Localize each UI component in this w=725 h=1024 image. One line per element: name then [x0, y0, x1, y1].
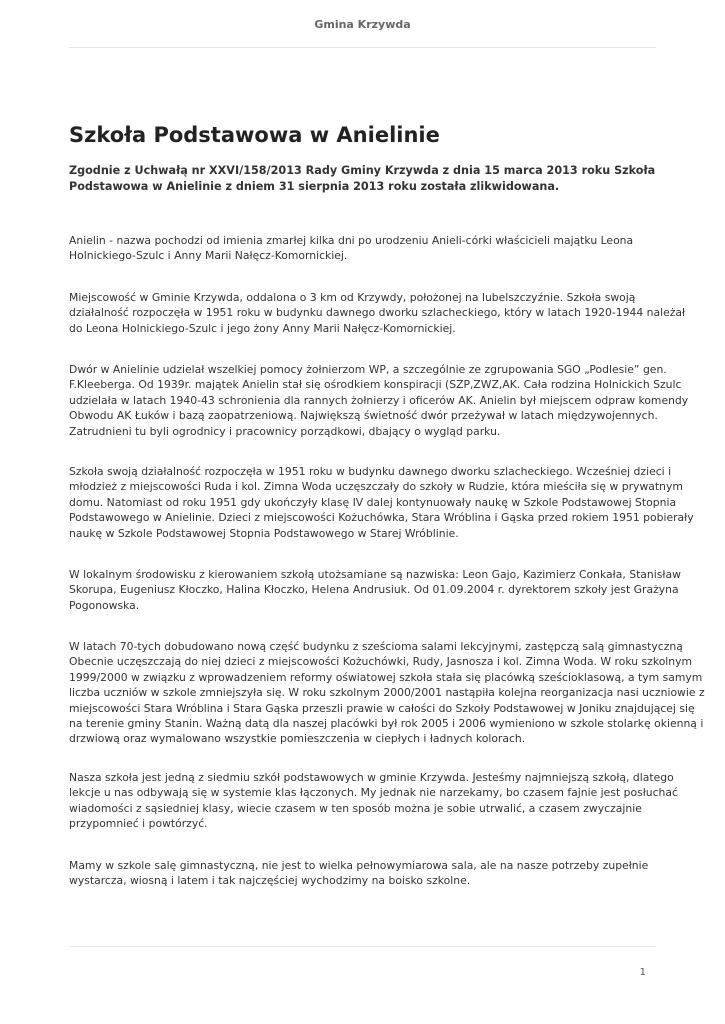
text-line: miejscowości Stara Wróblina i Stara Gąska przeszli prawie w całości do Szkoły Podstawowej w Joniku znajdującej się — [69, 701, 695, 715]
text-line: Holnickiego-Szulc i Anny Marii Nałęcz-Komornickiej. — [69, 249, 348, 263]
site-header — [69, 0, 656, 48]
text-line: działalność rozpoczęła w 1951 roku w budynku dawnego dworku szlacheckiego, który w latach 1920-1944 należał — [69, 306, 686, 320]
text-line: wiadomości z sąsiedniej klasy, wiecie czasem w ten sposób można je sobie utrwalić, a czasem zwyczajnie — [69, 801, 642, 815]
text-line: Skorupa, Eugeniusz Kłoczko, Halina Kłoczko, Helena Andrusiuk. Od 01.09.2004 r. dyrektorem szkoły jest Grażyna — [69, 583, 679, 597]
text-line: młodzież z miejscowości Ruda i kol. Zimna Woda uczęszczały do szkoły w Rudzie, która mieściła się w prywatnym — [69, 480, 683, 494]
lead-line: Zgodnie z Uchwałą nr XXVI/158/2013 Rady Gminy Krzywda z dnia 15 marca 2013 roku Szkoła — [69, 164, 656, 177]
text-line: Szkoła swoją działalność rozpoczęła w 1951 roku w budynku dawnego dworku szlacheckiego. Wcześniej dzieci i — [69, 465, 672, 478]
page-title: Szkoła Podstawowa w Anielinie — [69, 123, 440, 147]
paragraph-name-origin — [69, 233, 664, 264]
text-line: Anielin - nazwa pochodzi od imienia zmarłej kilka dni po urodzeniu Anieli-córki właścicieli majątku Leona — [69, 234, 634, 247]
lead-line: Podstawowa w Anielinie z dniem 31 sierpnia 2013 roku została zlikwidowana. — [69, 179, 560, 193]
paragraph-gym — [69, 858, 664, 889]
text-line: 1999/2000 w związku z wprowadzeniem reformy oświatowej szkoła stała się placówką sześcioklasową, a tym samym — [69, 670, 703, 684]
text-line: Miejscowość w Gminie Krzywda, oddalona o 3 km od Krzywdy, położonej na lubelszczyźnie. Szkoła swoją — [69, 291, 636, 304]
text-line: Pogonowska. — [69, 598, 140, 612]
lead-paragraph — [69, 163, 669, 194]
paragraph-combined-classes — [69, 770, 678, 832]
text-line: Dwór w Anielinie udzielał wszelkiej pomocy żołnierzom WP, a szczególnie ze zgrupowania SGO „Podlesie” gen. — [69, 363, 667, 376]
text-line: Zatrudnieni tu byli ogrodnicy i pracownicy porządkowi, dbający o wygląd parku. — [69, 424, 501, 438]
text-line: do Leona Holnickiego-Szulc i jego żony Anny Marii Nałęcz-Komornickiej. — [69, 321, 456, 335]
footer-divider — [69, 946, 656, 947]
text-line: Podstawowego w Anielinie. Dzieci z miejscowości Kożuchówka, Stara Wróblina i Gąska przed rokiem 1951 pobierały — [69, 511, 694, 525]
text-line: drzwiową oraz wymalowano wszystkie pomieszczenia w ciepłych i ładnych kolorach. — [69, 732, 526, 746]
text-line: Obecnie uczęszczają do niej dzieci z miejscowości Kożuchówki, Rudy, Jasnosza i kol. Zimna Woda. W roku szkolnym — [69, 655, 693, 669]
text-line: W lokalnym środowisku z kierowaniem szkołą utożsamiane są nazwiska: Leon Gajo, Kazimierz Conkała, Stanisław — [69, 568, 681, 581]
text-line: na terenie gminy Stanin. Ważną datą dla naszej placówki był rok 2005 i 2006 wymieniono w szkole stolarkę okienną i — [69, 717, 704, 731]
text-line: udzielała w latach 1940-43 schronienia dla rannych żołnierzy i oficerów AK. Anielin był miejscem odpraw komendy — [69, 393, 689, 407]
paragraph-manor-history — [69, 362, 689, 439]
text-line: Nasza szkoła jest jedną z siedmiu szkół podstawowych w gminie Krzywda. Jesteśmy najmniejszą szkołą, dlatego — [69, 771, 674, 784]
paragraph-headmasters — [69, 567, 681, 613]
site-name: Gmina Krzywda — [314, 18, 411, 31]
text-line: naukę w Szkole Podstawowej Stopnia Podstawowego w Starej Wróblinie. — [69, 526, 459, 540]
text-line: liczba uczniów w szkole zmniejszyła się. W roku szkolnym 2000/2001 nastąpiła kolejna reorganizacja nasi uczniowie z — [69, 686, 705, 700]
text-line: wystarcza, wiosną i latem i tak najczęściej wychodzimy na boisko szkolne. — [69, 874, 471, 888]
page-number: 1 — [639, 967, 646, 978]
text-line: F.Kleeberga. Od 1939r. majątek Anielin stał się ośrodkiem konspiracji (SZP,ZWZ,AK. Cała rodzina Holnickich Szulc — [69, 378, 682, 392]
text-line: W latach 70-tych dobudowano nową część budynku z sześcioma salami lekcyjnymi, zastępczą salą gimnastyczną — [69, 640, 683, 653]
text-line: Obwodu AK Łuków i bazą zaopatrzeniową. Największą świetność dwór przeżywał w latach międzywojennych. — [69, 409, 658, 423]
text-line: Mamy w szkole salę gimnastyczną, nie jest to wielka pełnowymiarowa sala, ale na nasze potrzeby zupełnie — [69, 859, 649, 872]
text-line: przypomnieć i powtórzyć. — [69, 817, 208, 831]
text-line: lekcje u nas odbywają się w systemie klas łączonych. My jednak nie narzekamy, bo czasem fajnie jest posłuchać — [69, 786, 678, 800]
text-line: domu. Natomiast od roku 1951 gdy ukończyły klasę IV dalej kontynuowały naukę w Szkole Podstawowej Stopnia — [69, 495, 677, 509]
paragraph-location — [69, 290, 686, 336]
paragraph-school-beginnings — [69, 464, 694, 541]
paragraph-building-reforms — [69, 639, 705, 747]
